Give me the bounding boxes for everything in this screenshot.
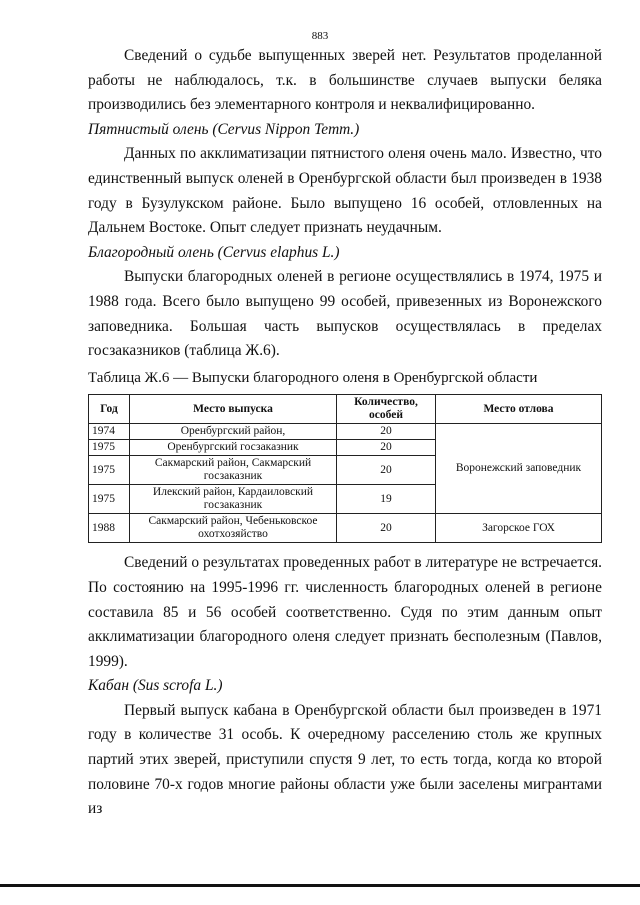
bottom-rule — [0, 884, 640, 887]
cell-source: Воронежский заповедник — [436, 424, 602, 514]
cell-count: 20 — [337, 440, 436, 456]
cell-count: 20 — [337, 514, 436, 543]
table-row — [89, 514, 602, 543]
cell-place: Сакмарский район, Сакмарский госзаказник — [130, 456, 337, 485]
header-year: Год — [89, 395, 130, 424]
paragraph: Выпуски благородных оленей в регионе осуществлялись в 1974, 1975 и 1988 года. Всего было выпущено 99 особей, привезенных из Воронежского заповедника. Большая часть выпусков осуществлялась в пределах госзаказников (таблица Ж.6). — [88, 268, 602, 360]
header-count: Количество, особей — [337, 395, 436, 424]
release-table — [88, 394, 602, 543]
table-header-row — [89, 395, 602, 424]
section-heading: Кабан (Sus scrofa L.) — [88, 677, 223, 695]
page-content — [88, 44, 602, 822]
cell-year: 1975 — [89, 440, 130, 456]
header-place: Место выпуска — [130, 395, 337, 424]
cell-place: Оренбургский район, — [130, 424, 337, 440]
cell-source: Загорское ГОХ — [436, 514, 602, 543]
cell-place: Сакмарский район, Чебеньковское охотхозяйство — [130, 514, 337, 543]
cell-count: 20 — [337, 456, 436, 485]
cell-year: 1988 — [89, 514, 130, 543]
cell-place: Оренбургский госзаказник — [130, 440, 337, 456]
section-heading: Пятнистый олень (Cervus Nippon Temm.) — [88, 120, 360, 138]
cell-year: 1974 — [89, 424, 130, 440]
table-caption: Таблица Ж.6 — Выпуски благородного оленя в Оренбургской области — [88, 369, 538, 386]
table-row — [89, 424, 602, 440]
cell-year: 1975 — [89, 485, 130, 514]
cell-count: 19 — [337, 485, 436, 514]
paragraph: Сведений о судьбе выпущенных зверей нет. Результатов проделанной работы не наблюдалось, т.к. в большинстве случаев выпуски беляка производились без элементарного контроля и неквалифицированно. — [88, 47, 602, 114]
page-number: 883 — [311, 30, 329, 42]
cell-year: 1975 — [89, 456, 130, 485]
header-source: Место отлова — [436, 395, 602, 424]
cell-count: 20 — [337, 424, 436, 440]
section-heading: Благородный олень (Cervus elaphus L.) — [88, 243, 340, 261]
paragraph: Первый выпуск кабана в Оренбургской области был произведен в 1971 году в количестве 31 особь. К очередному расселению столь же крупных партий этих зверей, приступили спустя 9 лет, то есть тогда, когда ко второй половине 70-х годов многие районы области уже были заселены мигрантами из — [88, 701, 602, 818]
cell-place: Илекский район, Кардаиловский госзаказник — [130, 485, 337, 514]
paragraph: Сведений о результатах проведенных работ в литературе не встречается. По состоянию на 1995-1996 гг. численность благородных оленей в регионе составила 85 и 56 особей соответственно. Судя по этим данным опыт акклиматизации благородного оленя следует признать бесполезным (Павлов, 1999). — [88, 554, 602, 670]
paragraph: Данных по акклиматизации пятнистого оленя очень мало. Известно, что единственный выпуск оленей в Оренбургской области был произведен в 1938 году в Бузулукском районе. Было выпущено 16 особей, отловленных на Дальнем Востоке. Опыт следует признать неудачным. — [88, 145, 602, 237]
